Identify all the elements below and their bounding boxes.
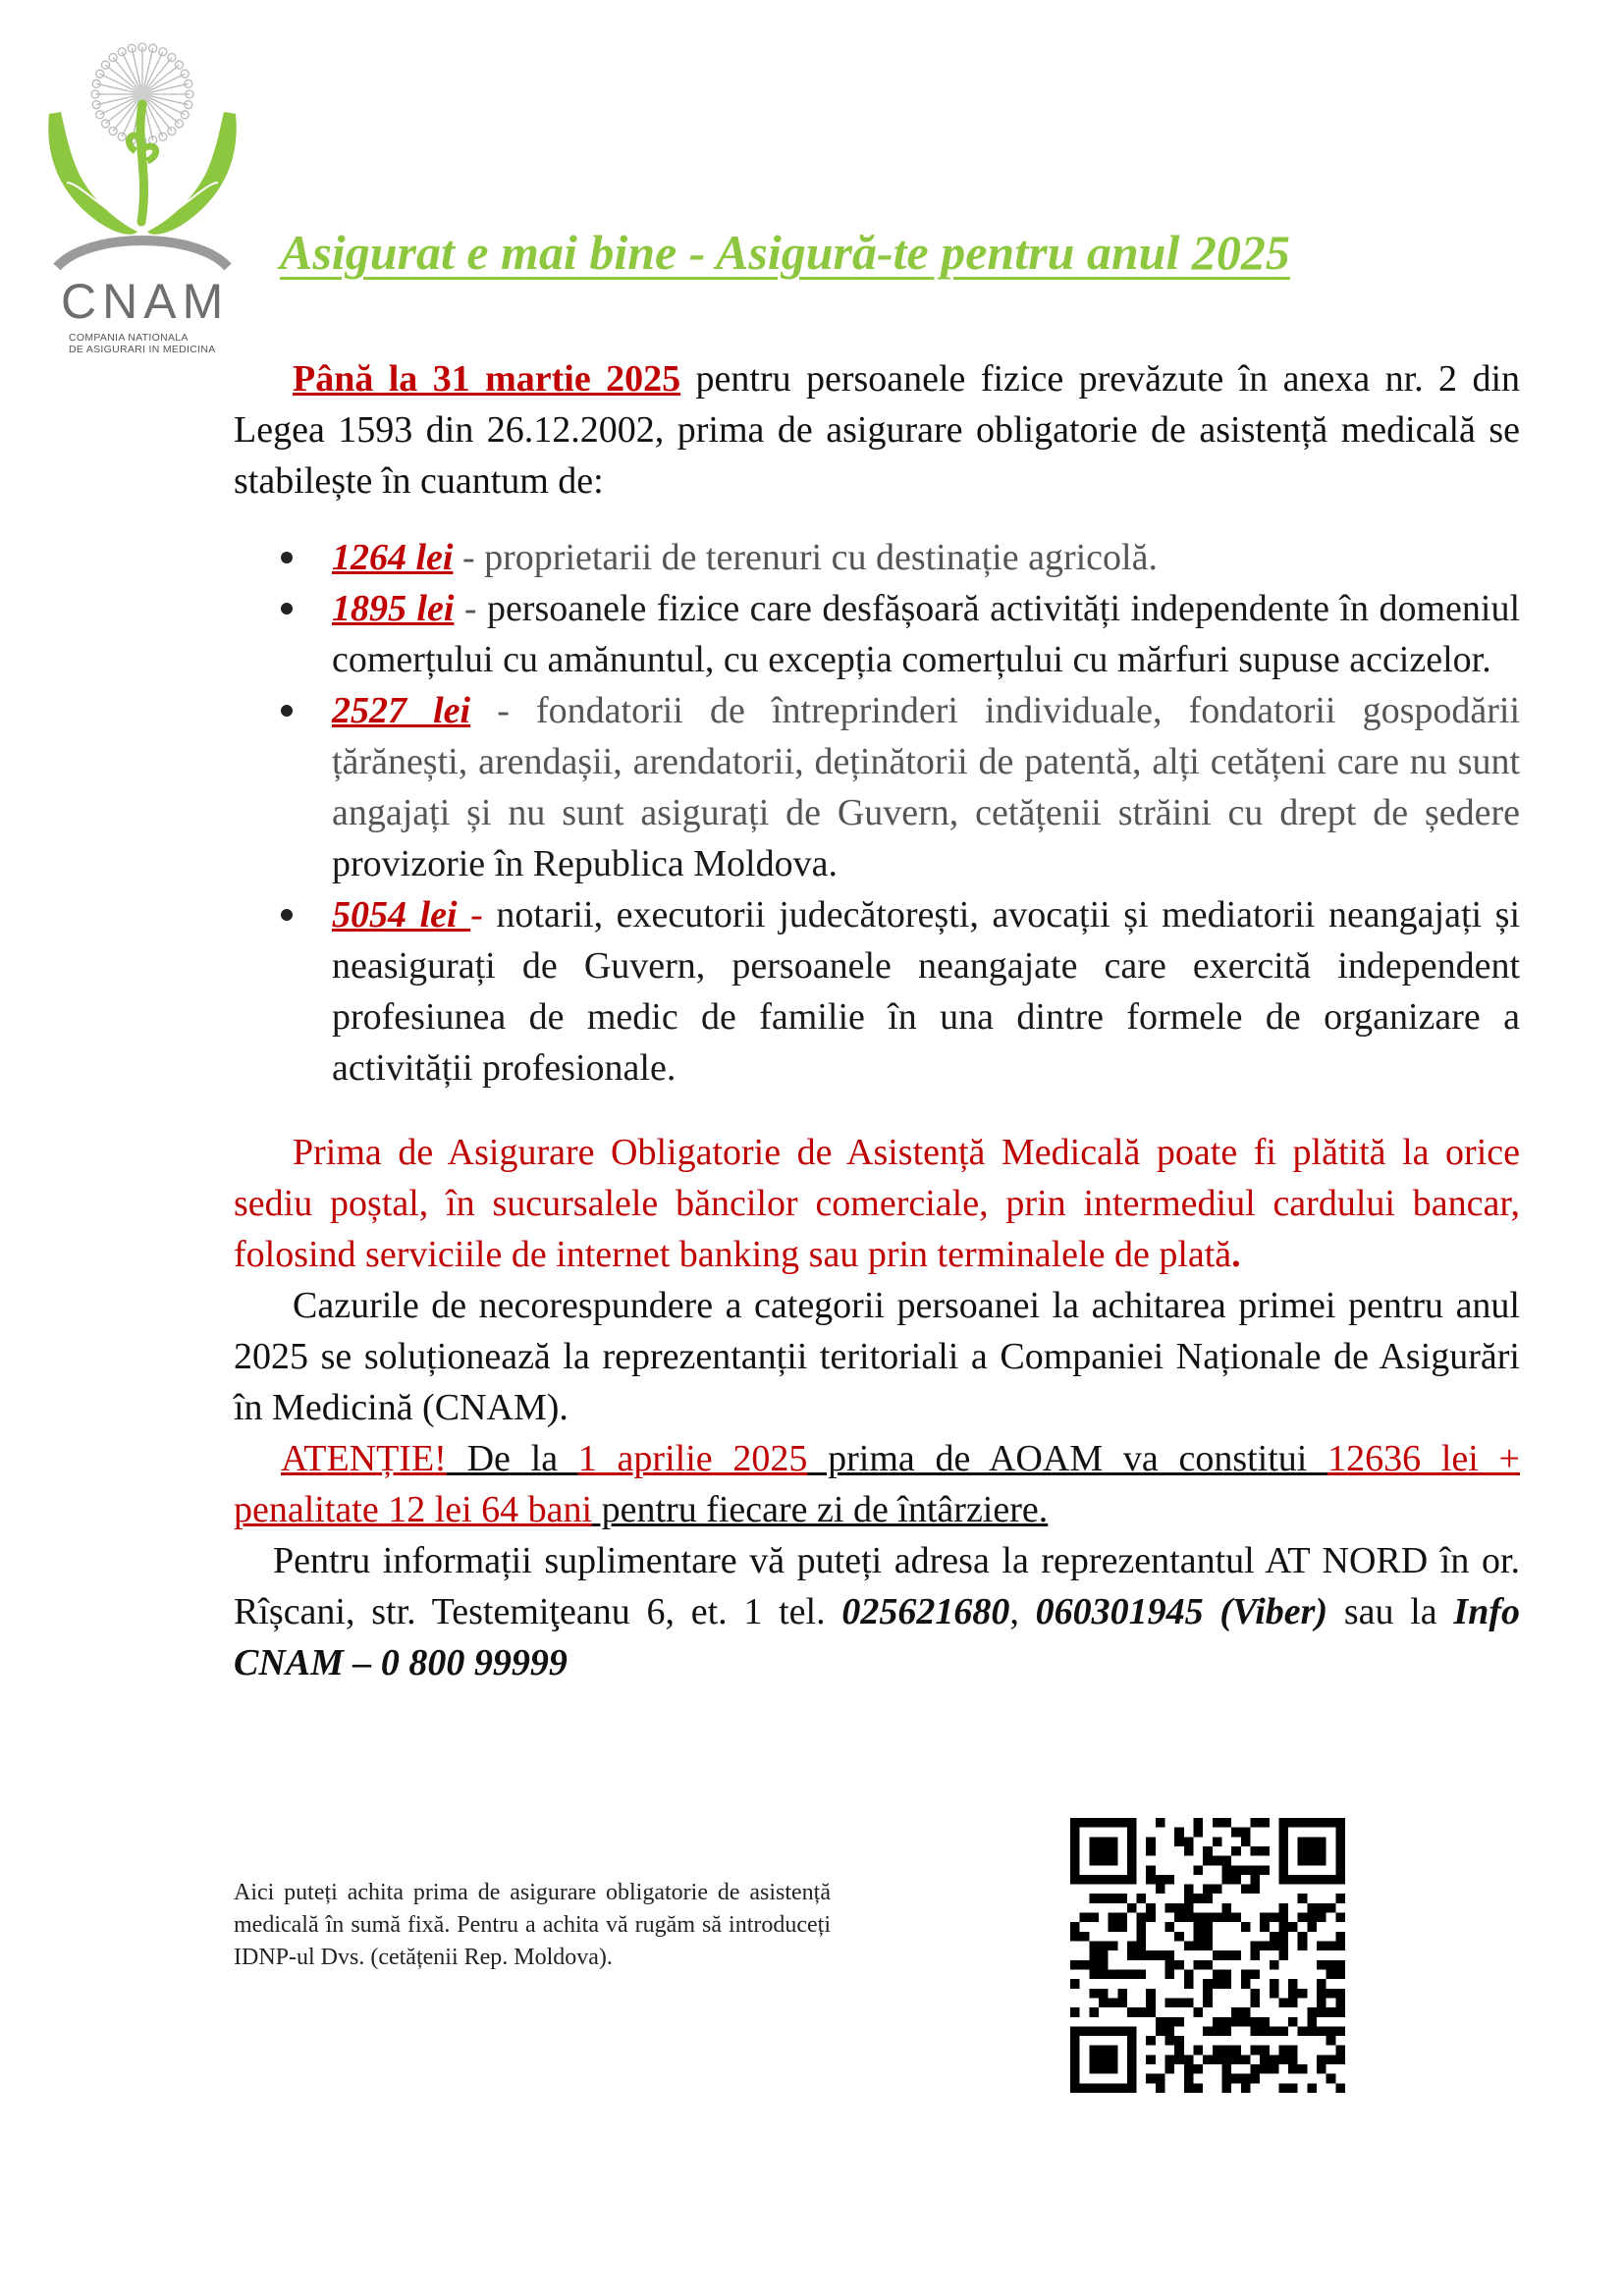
rate-separator: - [470, 690, 537, 731]
attention-part1: De la [446, 1438, 578, 1479]
bullet-icon [281, 909, 293, 921]
logo-tagline-line1: COMPANIA NATIONALA [69, 332, 189, 344]
dandelion-hands-icon [39, 35, 245, 271]
bullet-icon [281, 705, 293, 717]
bullet-icon [281, 603, 293, 614]
bullet-icon [281, 552, 293, 563]
mismatch-paragraph: Cazurile de necorespundere a categorii persoanei la achitarea primei pentru anul 2025 se soluționează la reprezentanții teritoriali a Companiei Naționale de Asigurări în Medicină (CNAM). [234, 1285, 1520, 1428]
intro-paragraph [234, 353, 1520, 507]
contact-phone1: 025621680 [841, 1591, 1010, 1632]
rate-item-2527 [234, 685, 1520, 889]
attention-part2: prima de AOAM va constitui [807, 1438, 1328, 1479]
rate-separator: - [454, 588, 487, 629]
rate-amount: 5054 lei [332, 894, 471, 935]
attention-paragraph [234, 1433, 1520, 1535]
intro-text: pentru persoanele fizice prevăzute în anexa nr. 2 din Legea 1593 din 26.12.2002, prima de asigurare obligatorie de asistență medicală se stabilește în cuantum de: [234, 358, 1521, 502]
page-title: Asigurat e mai bine - Asigură-te pentru anul 2025 [280, 225, 1290, 280]
contact-text2: sau la [1327, 1591, 1454, 1632]
rate-description: persoanele fizice care desfășoară activități independente în domeniul comerțului cu amănuntul, cu excepția comerțului cu mărfuri supuse accizelor. [332, 588, 1521, 680]
logo-tagline-line2: DE ASIGURARI IN MEDICINA [69, 344, 216, 356]
rate-description-tail: provizorie în Republica Moldova. [332, 843, 838, 884]
attention-amount: 12636 lei + penalitate 12 lei 64 bani [234, 1438, 1520, 1530]
attention-label-text: ATENȚIE! [281, 1438, 447, 1479]
footer-note: Aici puteți achita prima de asigurare obligatorie de asistență medicală în sumă fixă. Pentru a achita vă rugăm să introduceți IDNP-ul Dvs. (cetățenii Rep. Moldova). [234, 1880, 831, 1970]
attention-date: 1 aprilie 2025 [577, 1438, 808, 1479]
rate-amount: 1264 lei [332, 537, 454, 578]
rate-separator: - [470, 894, 497, 935]
logo-wordmark: CNAM [61, 274, 230, 329]
contact-comma: , [1009, 1591, 1036, 1632]
qr-code[interactable] [1070, 1818, 1345, 2093]
rate-description: notarii, executorii judecătorești, avocații și mediatorii neangajați și neasigurați de Guvern, persoanele neangajate care exercită independent profesiunea de medic de familie în una dintre formele de organizare a activității profesionale. [332, 894, 1521, 1089]
logo-tagline [69, 332, 285, 355]
contact-text1: Pentru informații suplimentare vă puteți adresa la reprezentantul AT NORD în or. Rîșcani, str. Testemiţeanu 6, et. 1 tel. [234, 1540, 1520, 1632]
contact-phone2: 060301945 (Viber) [1035, 1591, 1328, 1632]
payment-end: . [1231, 1234, 1241, 1275]
attention-label [234, 1438, 447, 1479]
main-content [234, 353, 1520, 1688]
rate-description: fondatorii de întreprinderi individuale, fondatorii gospodării țărănești, arendașii, arendatorii, deținătorii de patentă, alți cetățeni care nu sunt angajați și nu sunt asigurați de Guvern, cetățenii străini cu drept de ședere [332, 690, 1521, 833]
rate-item-1264 [234, 532, 1520, 583]
contact-paragraph [234, 1535, 1520, 1688]
rates-list [234, 532, 1520, 1094]
cnam-logo [39, 35, 245, 356]
rate-amount: 2527 lei [332, 690, 471, 731]
payment-paragraph [234, 1127, 1520, 1280]
rate-amount: 1895 lei [332, 588, 455, 629]
contact-info-line: Info CNAM – 0 800 99999 [234, 1591, 1520, 1683]
payment-text: Prima de Asigurare Obligatorie de Asistență Medicală poate fi plătită la orice sediu poștal, în sucursalele băncilor comerciale, prin intermediul cardului bancar, folosind serviciile de internet banking sau prin terminalele de plată [234, 1132, 1520, 1275]
qr-code-icon[interactable] [1070, 1818, 1345, 2093]
rate-item-1895 [234, 583, 1520, 685]
rate-description: proprietarii de terenuri cu destinație agricolă. [484, 537, 1158, 578]
attention-part3: pentru fiecare zi de întârziere. [592, 1489, 1049, 1530]
intro-deadline: Până la 31 martie 2025 [293, 358, 681, 400]
rate-item-5054 [234, 889, 1520, 1094]
rate-separator: - [453, 537, 485, 578]
